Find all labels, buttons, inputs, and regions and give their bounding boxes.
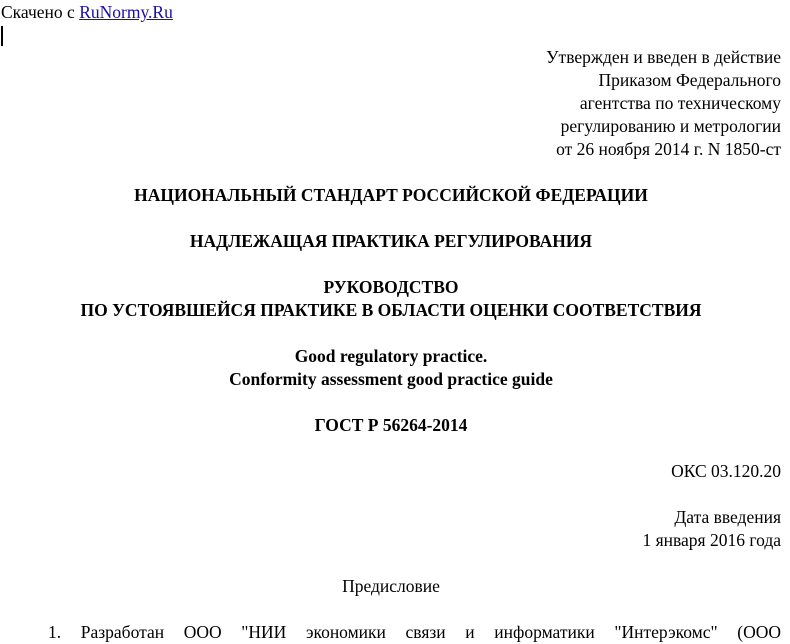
approval-line: агентства по техническому	[579, 93, 781, 113]
runormy-link[interactable]: RuNormy.Ru	[79, 2, 173, 22]
approval-block	[546, 46, 781, 161]
introduction-label: Дата введения	[674, 507, 781, 527]
english-title-line1: Good regulatory practice.	[294, 346, 488, 366]
text-cursor	[1, 26, 3, 46]
english-title	[0, 345, 782, 391]
foreword-item-1: 1. Разработан ООО "НИИ экономики связи и информатики "Интерэкомс" (ООО	[48, 622, 781, 642]
introduction-date: 1 января 2016 года	[642, 530, 781, 550]
download-source-line	[1, 2, 173, 22]
introduction-date-block	[642, 506, 781, 552]
foreword-heading: Предисловие	[342, 576, 440, 596]
guide-title	[0, 276, 782, 322]
practice-title: НАДЛЕЖАЩАЯ ПРАКТИКА РЕГУЛИРОВАНИЯ	[189, 231, 593, 251]
national-standard-title: НАЦИОНАЛЬНЫЙ СТАНДАРТ РОССИЙСКОЙ ФЕДЕРАЦИИ	[134, 185, 648, 205]
guide-title-line2: ПО УСТОЯВШЕЙСЯ ПРАКТИКЕ В ОБЛАСТИ ОЦЕНКИ СООТВЕТСТВИЯ	[80, 300, 702, 320]
approval-line: Утвержден и введен в действие	[546, 47, 781, 67]
download-source-prefix: Скачено с	[1, 2, 80, 22]
oks-code: ОКС 03.120.20	[671, 461, 781, 481]
approval-line: регулированию и метрологии	[560, 116, 781, 136]
approval-line: Приказом Федерального	[598, 70, 781, 90]
guide-title-line1: РУКОВОДСТВО	[323, 277, 459, 297]
standard-designation: ГОСТ Р 56264-2014	[314, 415, 468, 435]
approval-line: от 26 ноября 2014 г. N 1850-ст	[556, 139, 781, 159]
english-title-line2: Conformity assessment good practice guide	[229, 369, 553, 389]
